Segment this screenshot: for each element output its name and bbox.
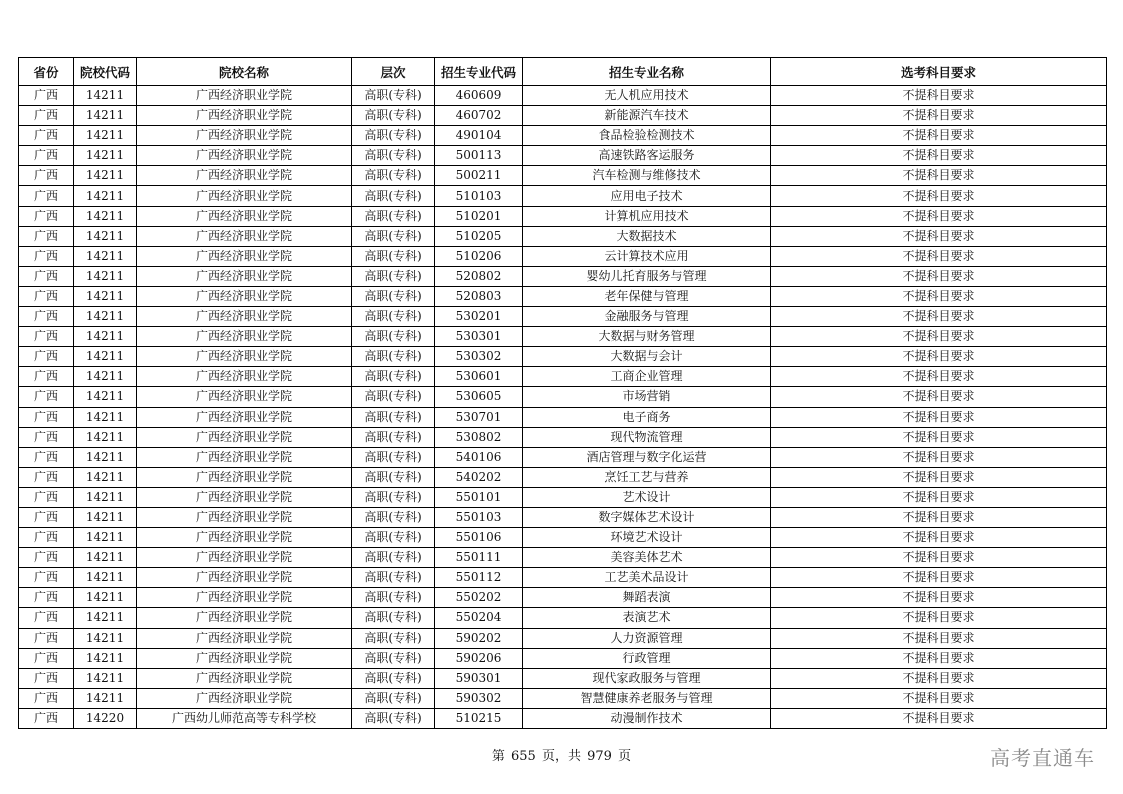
table-row <box>19 528 1107 548</box>
cell-subject-requirement: 不提科目要求 <box>771 327 1107 347</box>
cell-major-code: 550204 <box>435 608 523 628</box>
cell-school-code: 14211 <box>74 266 137 286</box>
cell-province: 广西 <box>19 648 74 668</box>
cell-school-name: 广西经济职业学院 <box>137 206 352 226</box>
cell-major-name: 高速铁路客运服务 <box>523 146 771 166</box>
cell-province: 广西 <box>19 126 74 146</box>
cell-school-name: 广西经济职业学院 <box>137 507 352 527</box>
cell-subject-requirement: 不提科目要求 <box>771 668 1107 688</box>
cell-level: 高职(专科) <box>352 648 435 668</box>
cell-subject-requirement: 不提科目要求 <box>771 628 1107 648</box>
table-row <box>19 507 1107 527</box>
cell-school-code: 14211 <box>74 307 137 327</box>
cell-province: 广西 <box>19 528 74 548</box>
cell-major-name: 大数据技术 <box>523 226 771 246</box>
cell-subject-requirement: 不提科目要求 <box>771 307 1107 327</box>
cell-major-code: 530601 <box>435 367 523 387</box>
table-row <box>19 146 1107 166</box>
cell-major-name: 汽车检测与维修技术 <box>523 166 771 186</box>
cell-major-name: 艺术设计 <box>523 487 771 507</box>
cell-level: 高职(专科) <box>352 688 435 708</box>
header-school-code: 院校代码 <box>74 58 137 86</box>
cell-major-code: 510205 <box>435 226 523 246</box>
header-major-code: 招生专业代码 <box>435 58 523 86</box>
cell-school-code: 14211 <box>74 688 137 708</box>
cell-level: 高职(专科) <box>352 206 435 226</box>
cell-major-code: 590302 <box>435 688 523 708</box>
cell-province: 广西 <box>19 226 74 246</box>
cell-major-code: 530301 <box>435 327 523 347</box>
cell-level: 高职(专科) <box>352 307 435 327</box>
table-row <box>19 86 1107 106</box>
table-row <box>19 367 1107 387</box>
cell-major-name: 应用电子技术 <box>523 186 771 206</box>
cell-province: 广西 <box>19 206 74 226</box>
cell-level: 高职(专科) <box>352 548 435 568</box>
cell-subject-requirement: 不提科目要求 <box>771 286 1107 306</box>
cell-level: 高职(专科) <box>352 126 435 146</box>
cell-school-code: 14211 <box>74 367 137 387</box>
cell-level: 高职(专科) <box>352 146 435 166</box>
table-row <box>19 407 1107 427</box>
cell-level: 高职(专科) <box>352 568 435 588</box>
table-row <box>19 106 1107 126</box>
cell-province: 广西 <box>19 246 74 266</box>
cell-subject-requirement: 不提科目要求 <box>771 226 1107 246</box>
cell-subject-requirement: 不提科目要求 <box>771 467 1107 487</box>
cell-school-name: 广西经济职业学院 <box>137 186 352 206</box>
cell-major-code: 500113 <box>435 146 523 166</box>
cell-major-code: 550112 <box>435 568 523 588</box>
cell-province: 广西 <box>19 86 74 106</box>
cell-subject-requirement: 不提科目要求 <box>771 487 1107 507</box>
cell-major-name: 老年保健与管理 <box>523 286 771 306</box>
cell-level: 高职(专科) <box>352 246 435 266</box>
cell-subject-requirement: 不提科目要求 <box>771 608 1107 628</box>
cell-major-code: 500211 <box>435 166 523 186</box>
cell-major-name: 无人机应用技术 <box>523 86 771 106</box>
cell-school-name: 广西经济职业学院 <box>137 387 352 407</box>
cell-school-name: 广西经济职业学院 <box>137 447 352 467</box>
cell-school-name: 广西经济职业学院 <box>137 126 352 146</box>
cell-province: 广西 <box>19 347 74 367</box>
table-body <box>19 86 1107 729</box>
cell-school-code: 14211 <box>74 327 137 347</box>
cell-school-name: 广西经济职业学院 <box>137 86 352 106</box>
cell-level: 高职(专科) <box>352 528 435 548</box>
table-row <box>19 206 1107 226</box>
cell-province: 广西 <box>19 166 74 186</box>
table-header <box>19 58 1107 86</box>
table-row <box>19 588 1107 608</box>
cell-major-name: 酒店管理与数字化运营 <box>523 447 771 467</box>
cell-school-name: 广西经济职业学院 <box>137 327 352 347</box>
cell-subject-requirement: 不提科目要求 <box>771 528 1107 548</box>
cell-level: 高职(专科) <box>352 588 435 608</box>
cell-level: 高职(专科) <box>352 86 435 106</box>
cell-major-code: 510206 <box>435 246 523 266</box>
cell-subject-requirement: 不提科目要求 <box>771 126 1107 146</box>
header-province: 省份 <box>19 58 74 86</box>
current-page-number: 655 <box>511 749 536 764</box>
cell-province: 广西 <box>19 487 74 507</box>
cell-school-code: 14211 <box>74 528 137 548</box>
table-row <box>19 628 1107 648</box>
cell-subject-requirement: 不提科目要求 <box>771 427 1107 447</box>
cell-level: 高职(专科) <box>352 507 435 527</box>
table-row <box>19 568 1107 588</box>
cell-major-code: 590301 <box>435 668 523 688</box>
cell-school-code: 14211 <box>74 126 137 146</box>
cell-school-name: 广西经济职业学院 <box>137 266 352 286</box>
cell-province: 广西 <box>19 608 74 628</box>
cell-major-name: 美容美体艺术 <box>523 548 771 568</box>
cell-major-name: 计算机应用技术 <box>523 206 771 226</box>
cell-subject-requirement: 不提科目要求 <box>771 86 1107 106</box>
cell-major-code: 530802 <box>435 427 523 447</box>
table-row <box>19 266 1107 286</box>
cell-major-code: 540106 <box>435 447 523 467</box>
cell-level: 高职(专科) <box>352 447 435 467</box>
cell-level: 高职(专科) <box>352 327 435 347</box>
cell-subject-requirement: 不提科目要求 <box>771 407 1107 427</box>
cell-subject-requirement: 不提科目要求 <box>771 548 1107 568</box>
cell-school-code: 14211 <box>74 226 137 246</box>
cell-major-code: 530605 <box>435 387 523 407</box>
cell-school-name: 广西经济职业学院 <box>137 688 352 708</box>
cell-province: 广西 <box>19 307 74 327</box>
cell-subject-requirement: 不提科目要求 <box>771 568 1107 588</box>
cell-province: 广西 <box>19 286 74 306</box>
cell-major-name: 动漫制作技术 <box>523 708 771 728</box>
admissions-table <box>18 57 1107 729</box>
cell-school-name: 广西经济职业学院 <box>137 407 352 427</box>
header-level: 层次 <box>352 58 435 86</box>
cell-province: 广西 <box>19 568 74 588</box>
cell-school-code: 14211 <box>74 146 137 166</box>
cell-school-code: 14211 <box>74 628 137 648</box>
cell-major-name: 新能源汽车技术 <box>523 106 771 126</box>
cell-subject-requirement: 不提科目要求 <box>771 146 1107 166</box>
cell-province: 广西 <box>19 467 74 487</box>
cell-major-name: 环境艺术设计 <box>523 528 771 548</box>
cell-major-code: 510215 <box>435 708 523 728</box>
cell-level: 高职(专科) <box>352 467 435 487</box>
cell-level: 高职(专科) <box>352 407 435 427</box>
cell-school-code: 14211 <box>74 568 137 588</box>
cell-province: 广西 <box>19 327 74 347</box>
cell-subject-requirement: 不提科目要求 <box>771 246 1107 266</box>
cell-major-code: 550101 <box>435 487 523 507</box>
cell-major-name: 电子商务 <box>523 407 771 427</box>
cell-subject-requirement: 不提科目要求 <box>771 507 1107 527</box>
cell-school-code: 14211 <box>74 166 137 186</box>
cell-major-code: 520802 <box>435 266 523 286</box>
cell-school-code: 14211 <box>74 487 137 507</box>
cell-school-name: 广西经济职业学院 <box>137 668 352 688</box>
table-row <box>19 608 1107 628</box>
cell-major-name: 人力资源管理 <box>523 628 771 648</box>
cell-school-code: 14211 <box>74 387 137 407</box>
cell-major-code: 550103 <box>435 507 523 527</box>
cell-province: 广西 <box>19 146 74 166</box>
cell-major-name: 行政管理 <box>523 648 771 668</box>
table-row <box>19 427 1107 447</box>
cell-major-code: 520803 <box>435 286 523 306</box>
cell-school-name: 广西经济职业学院 <box>137 166 352 186</box>
table-row <box>19 166 1107 186</box>
total-pages-number: 979 <box>587 749 612 764</box>
cell-school-code: 14211 <box>74 447 137 467</box>
cell-school-name: 广西经济职业学院 <box>137 246 352 266</box>
cell-school-code: 14211 <box>74 608 137 628</box>
table-row <box>19 548 1107 568</box>
cell-level: 高职(专科) <box>352 387 435 407</box>
cell-school-name: 广西幼儿师范高等专科学校 <box>137 708 352 728</box>
cell-subject-requirement: 不提科目要求 <box>771 266 1107 286</box>
cell-school-name: 广西经济职业学院 <box>137 226 352 246</box>
cell-level: 高职(专科) <box>352 347 435 367</box>
cell-level: 高职(专科) <box>352 628 435 648</box>
table-row <box>19 668 1107 688</box>
cell-level: 高职(专科) <box>352 266 435 286</box>
cell-major-name: 云计算技术应用 <box>523 246 771 266</box>
cell-level: 高职(专科) <box>352 427 435 447</box>
cell-major-name: 婴幼儿托育服务与管理 <box>523 266 771 286</box>
cell-school-code: 14211 <box>74 206 137 226</box>
cell-major-name: 数字媒体艺术设计 <box>523 507 771 527</box>
cell-province: 广西 <box>19 427 74 447</box>
table-row <box>19 286 1107 306</box>
table-row <box>19 487 1107 507</box>
cell-school-name: 广西经济职业学院 <box>137 608 352 628</box>
cell-major-name: 烹饪工艺与营养 <box>523 467 771 487</box>
cell-level: 高职(专科) <box>352 708 435 728</box>
cell-school-code: 14211 <box>74 347 137 367</box>
header-subject-requirement: 选考科目要求 <box>771 58 1107 86</box>
cell-province: 广西 <box>19 367 74 387</box>
cell-province: 广西 <box>19 266 74 286</box>
cell-major-code: 510201 <box>435 206 523 226</box>
cell-province: 广西 <box>19 186 74 206</box>
cell-school-code: 14211 <box>74 427 137 447</box>
cell-major-name: 市场营销 <box>523 387 771 407</box>
cell-major-name: 大数据与财务管理 <box>523 327 771 347</box>
table-row <box>19 307 1107 327</box>
cell-school-name: 广西经济职业学院 <box>137 528 352 548</box>
cell-major-name: 舞蹈表演 <box>523 588 771 608</box>
cell-school-name: 广西经济职业学院 <box>137 628 352 648</box>
table-row <box>19 467 1107 487</box>
cell-school-code: 14211 <box>74 246 137 266</box>
table-row <box>19 387 1107 407</box>
cell-school-code: 14211 <box>74 668 137 688</box>
table-row <box>19 688 1107 708</box>
cell-school-name: 广西经济职业学院 <box>137 106 352 126</box>
table-row <box>19 246 1107 266</box>
cell-level: 高职(专科) <box>352 487 435 507</box>
cell-school-name: 广西经济职业学院 <box>137 146 352 166</box>
cell-province: 广西 <box>19 708 74 728</box>
table-row <box>19 347 1107 367</box>
cell-subject-requirement: 不提科目要求 <box>771 106 1107 126</box>
cell-province: 广西 <box>19 407 74 427</box>
cell-level: 高职(专科) <box>352 166 435 186</box>
cell-school-code: 14211 <box>74 467 137 487</box>
cell-major-name: 智慧健康养老服务与管理 <box>523 688 771 708</box>
cell-level: 高职(专科) <box>352 226 435 246</box>
cell-school-name: 广西经济职业学院 <box>137 648 352 668</box>
cell-major-code: 590202 <box>435 628 523 648</box>
cell-subject-requirement: 不提科目要求 <box>771 166 1107 186</box>
cell-province: 广西 <box>19 588 74 608</box>
cell-school-code: 14211 <box>74 588 137 608</box>
cell-province: 广西 <box>19 668 74 688</box>
cell-level: 高职(专科) <box>352 367 435 387</box>
cell-subject-requirement: 不提科目要求 <box>771 387 1107 407</box>
table-row <box>19 327 1107 347</box>
cell-subject-requirement: 不提科目要求 <box>771 206 1107 226</box>
cell-subject-requirement: 不提科目要求 <box>771 447 1107 467</box>
cell-level: 高职(专科) <box>352 286 435 306</box>
cell-major-name: 现代物流管理 <box>523 427 771 447</box>
cell-school-name: 广西经济职业学院 <box>137 568 352 588</box>
cell-school-code: 14211 <box>74 548 137 568</box>
cell-school-name: 广西经济职业学院 <box>137 427 352 447</box>
cell-major-code: 550202 <box>435 588 523 608</box>
cell-school-name: 广西经济职业学院 <box>137 367 352 387</box>
cell-level: 高职(专科) <box>352 608 435 628</box>
cell-major-name: 现代家政服务与管理 <box>523 668 771 688</box>
cell-major-code: 460702 <box>435 106 523 126</box>
cell-subject-requirement: 不提科目要求 <box>771 648 1107 668</box>
cell-subject-requirement: 不提科目要求 <box>771 688 1107 708</box>
cell-major-code: 530701 <box>435 407 523 427</box>
header-school-name: 院校名称 <box>137 58 352 86</box>
watermark: 高考直通车 <box>990 746 1095 770</box>
cell-school-code: 14211 <box>74 648 137 668</box>
cell-major-code: 490104 <box>435 126 523 146</box>
header-row <box>19 58 1107 86</box>
header-major-name: 招生专业名称 <box>523 58 771 86</box>
cell-school-name: 广西经济职业学院 <box>137 588 352 608</box>
footer-middle: 页，共 <box>541 749 581 764</box>
cell-school-code: 14211 <box>74 86 137 106</box>
cell-major-name: 表演艺术 <box>523 608 771 628</box>
cell-province: 广西 <box>19 106 74 126</box>
cell-major-code: 590206 <box>435 648 523 668</box>
cell-major-code: 540202 <box>435 467 523 487</box>
cell-major-name: 工商企业管理 <box>523 367 771 387</box>
cell-major-code: 550111 <box>435 548 523 568</box>
cell-major-code: 530201 <box>435 307 523 327</box>
footer-prefix: 第 <box>491 749 505 764</box>
cell-province: 广西 <box>19 688 74 708</box>
cell-subject-requirement: 不提科目要求 <box>771 588 1107 608</box>
table-row <box>19 447 1107 467</box>
cell-subject-requirement: 不提科目要求 <box>771 186 1107 206</box>
cell-school-code: 14211 <box>74 507 137 527</box>
cell-school-code: 14211 <box>74 186 137 206</box>
cell-school-code: 14211 <box>74 407 137 427</box>
cell-major-code: 550106 <box>435 528 523 548</box>
cell-school-name: 广西经济职业学院 <box>137 467 352 487</box>
cell-province: 广西 <box>19 507 74 527</box>
table-row <box>19 226 1107 246</box>
cell-school-name: 广西经济职业学院 <box>137 307 352 327</box>
cell-major-name: 工艺美术品设计 <box>523 568 771 588</box>
cell-subject-requirement: 不提科目要求 <box>771 367 1107 387</box>
cell-level: 高职(专科) <box>352 668 435 688</box>
cell-subject-requirement: 不提科目要求 <box>771 347 1107 367</box>
page-footer <box>0 745 1123 764</box>
cell-school-name: 广西经济职业学院 <box>137 347 352 367</box>
cell-province: 广西 <box>19 387 74 407</box>
cell-school-code: 14211 <box>74 106 137 126</box>
cell-school-name: 广西经济职业学院 <box>137 548 352 568</box>
cell-school-code: 14211 <box>74 286 137 306</box>
table-row <box>19 648 1107 668</box>
cell-subject-requirement: 不提科目要求 <box>771 708 1107 728</box>
cell-level: 高职(专科) <box>352 106 435 126</box>
table-row <box>19 186 1107 206</box>
cell-province: 广西 <box>19 447 74 467</box>
cell-school-name: 广西经济职业学院 <box>137 286 352 306</box>
cell-level: 高职(专科) <box>352 186 435 206</box>
cell-major-name: 食品检验检测技术 <box>523 126 771 146</box>
cell-school-code: 14220 <box>74 708 137 728</box>
cell-major-code: 510103 <box>435 186 523 206</box>
cell-major-code: 530302 <box>435 347 523 367</box>
table-row <box>19 126 1107 146</box>
cell-province: 广西 <box>19 628 74 648</box>
cell-province: 广西 <box>19 548 74 568</box>
table-row <box>19 708 1107 728</box>
cell-major-name: 金融服务与管理 <box>523 307 771 327</box>
cell-school-name: 广西经济职业学院 <box>137 487 352 507</box>
cell-major-name: 大数据与会计 <box>523 347 771 367</box>
cell-major-code: 460609 <box>435 86 523 106</box>
footer-suffix: 页 <box>618 749 632 764</box>
